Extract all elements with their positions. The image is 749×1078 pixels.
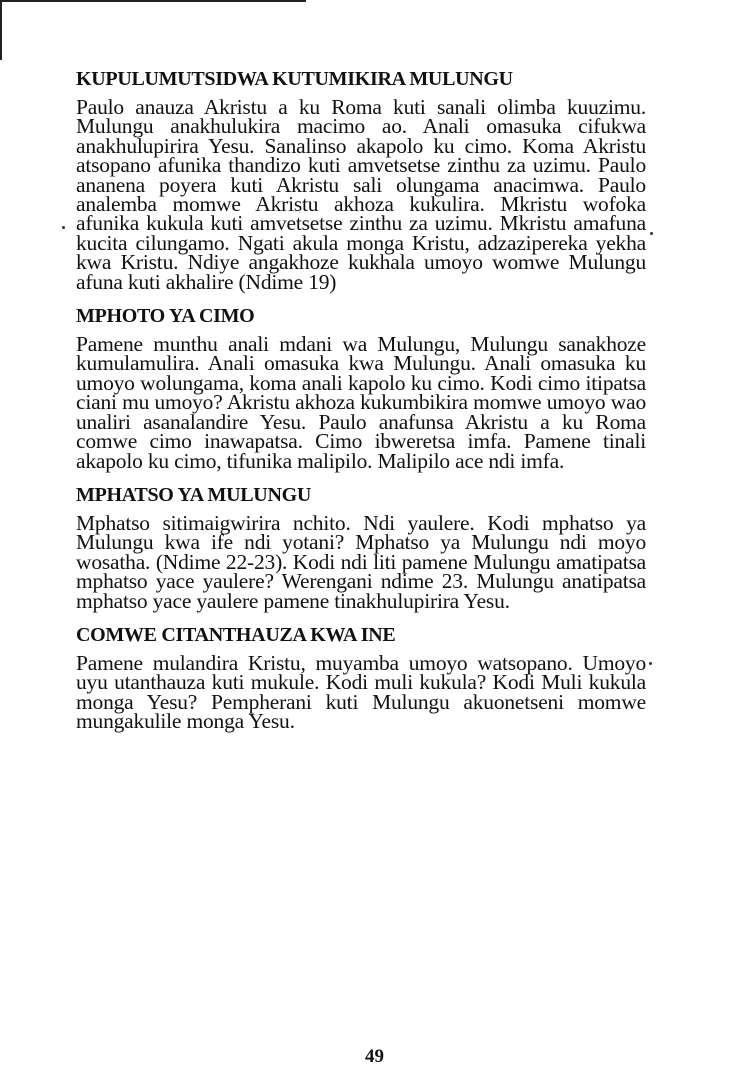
section-mphoto-ya-cimo [76,303,646,471]
section-paragraph: Mphatso sitimaigwirira nchito. Ndi yaulere. Kodi mphatso ya Mulungu kwa ife ndi yotani? Mphatso ya Mulungu ndi moyo wosatha. (Ndime 22-23). Kodi ndi liti pamene Mulungu amatipatsa mphatso yace yaulere? Werengani ndime 23. Mulungu anatipatsa mphatso yace yaulere pamene tinakhulupirira Yesu. [76,510,646,613]
section-paragraph: Paulo anauza Akristu a ku Roma kuti sanali olimba kuuzimu. Mulungu anakhulukira macimo ao. Anali omasuka cifukwa anakhulupirira Yesu. Sanalinso akapolo ku cimo. Koma Akristu atsopano afunika thandizo kuti amvetsetse zinthu za uzimu. Paulo ananena poyera kuti Akristu sali olungama anacimwa. Paulo analemba momwe Akristu akhoza kukulira. Mkristu wofoka afunika kukula kuti amvetsetse zinthu za uzimu. Mkristu amafuna kucita cilungamo. Ngati akula monga Kristu, adzazipereka yekha kwa Kristu. Ndiye angakhoze kukhala umoyo womwe Mulungu afuna kuti akhalire (Ndime 19) [76,95,646,294]
section-heading: MPHOTO YA CIMO [76,305,255,328]
section-heading: MPHATSO YA MULUNGU [76,483,311,506]
left-border-rule [0,0,2,60]
section-heading: KUPULUMUTSIDWA KUTUMIKIRA MULUNGU [76,68,513,90]
print-speck [62,226,65,229]
section-paragraph: Pamene munthu anali mdani wa Mulungu, Mulungu sanakhoze kumulamulira. Anali omasuka kwa Mulungu. Anali omasuka ku umoyo wolungama, koma anali kapolo ku cimo. Kodi cimo itipatsa ciani mu umoyo? Akristu akhoza kukumbikira momwe umoyo wao unaliri asanalandire Yesu. Paulo anafunsa Akristu a ku Roma comwe cimo inawapatsa. Cimo ibweretsa imfa. Pamene tinali akapolo ku cimo, tifunika malipilo. Malipilo ace ndi imfa. [76,332,646,473]
page-content [76,66,646,743]
section-paragraph: Pamene mulandira Kristu, muyamba umoyo watsopano. Umoyo uyu utanthauza kuti mukule. Kodi muli kukula? Kodi Muli kukula monga Yesu? Pempherani kuti Mulungu akuonetseni momwe mungakulile monga Yesu. [76,650,646,734]
print-speck [650,232,653,235]
section-comwe-citanthauza [76,622,646,732]
section-heading: COMWE CITANTHAUZA KWA INE [76,623,396,646]
section-kupulumutsidwa [76,66,646,292]
print-speck [649,662,652,665]
page-number: 49 [365,1046,384,1067]
top-border-rule [0,0,306,2]
section-mphatso-ya-mulungu [76,482,646,611]
